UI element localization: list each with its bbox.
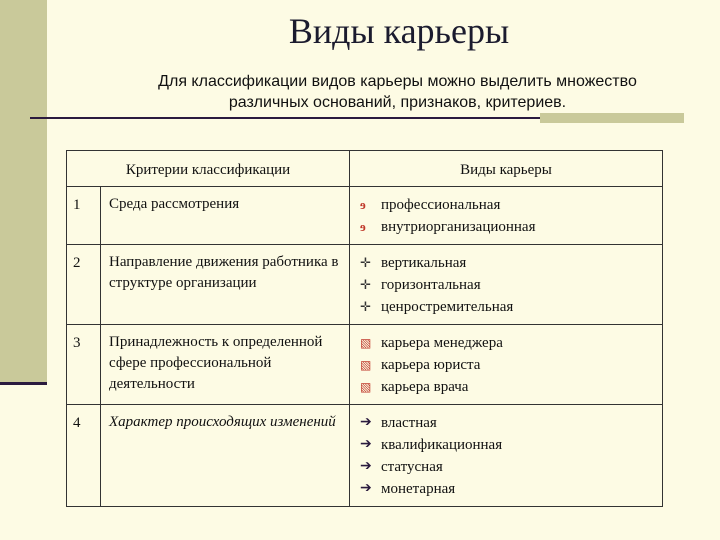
row-types xyxy=(350,245,663,325)
header-criteria: Критерии классификации xyxy=(67,151,350,187)
table-row xyxy=(67,405,663,507)
career-type: карьера юриста xyxy=(381,356,481,373)
cross-arrow-bullet-icon: ✛ xyxy=(360,299,371,314)
row-types xyxy=(350,187,663,245)
cross-arrow-bullet-icon: ✛ xyxy=(360,277,371,292)
list-item xyxy=(360,194,658,216)
list-item xyxy=(360,456,658,478)
arrow-bullet-icon: ➔ xyxy=(360,481,372,496)
cross-arrow-bullet-icon: ✛ xyxy=(360,255,371,270)
career-types-table xyxy=(66,150,663,507)
arrow-bullet-icon: ➔ xyxy=(360,459,372,474)
list-item xyxy=(360,412,658,434)
career-type: карьера менеджера xyxy=(381,334,503,351)
table-row xyxy=(67,187,663,245)
career-type: квалификационная xyxy=(381,436,503,453)
divider-accent-block xyxy=(540,113,684,123)
swirl-bullet-icon: ɘ xyxy=(360,197,366,212)
row-number: 1 xyxy=(67,187,101,245)
row-types xyxy=(350,325,663,405)
career-type: профессиональная xyxy=(381,196,501,213)
career-type: вертикальная xyxy=(381,254,467,271)
career-type: внутриорганизационная xyxy=(381,218,536,235)
list-item xyxy=(360,296,658,318)
list-item xyxy=(360,274,658,296)
table-row xyxy=(67,325,663,405)
slide-title: Виды карьеры xyxy=(288,11,510,51)
list-item xyxy=(360,216,658,238)
arrow-bullet-icon: ➔ xyxy=(360,437,372,452)
left-accent-bar xyxy=(0,0,47,384)
row-criterion: Направление движения работника в структуре организации xyxy=(101,245,350,325)
career-type: монетарная xyxy=(381,480,456,497)
table-row xyxy=(67,245,663,325)
row-criterion: Характер происходящих изменений xyxy=(101,405,350,507)
career-type: властная xyxy=(381,414,437,431)
row-number: 4 xyxy=(67,405,101,507)
row-criterion: Среда рассмотрения xyxy=(101,187,350,245)
list-item xyxy=(360,376,658,398)
career-type: карьера врача xyxy=(381,378,469,395)
list-item xyxy=(360,252,658,274)
swirl-bullet-icon: ɘ xyxy=(360,219,366,234)
row-types xyxy=(350,405,663,507)
header-types: Виды карьеры xyxy=(350,151,663,187)
arrow-bullet-icon: ➔ xyxy=(360,415,372,430)
square-bullet-icon: ▧ xyxy=(360,380,372,394)
list-item xyxy=(360,332,658,354)
square-bullet-icon: ▧ xyxy=(360,358,372,372)
table-header-row xyxy=(67,151,663,187)
slide-subtitle: Для классификации видов карьеры можно выделить множество различных оснований, признаков, критериев. xyxy=(158,73,637,111)
list-item xyxy=(360,478,658,500)
list-item xyxy=(360,434,658,456)
row-number: 3 xyxy=(67,325,101,405)
career-type: ценростремительная xyxy=(381,298,514,315)
row-criterion: Принадлежность к определенной сфере профессиональной деятельности xyxy=(101,325,350,405)
list-item xyxy=(360,354,658,376)
career-type: горизонтальная xyxy=(381,276,481,293)
row-number: 2 xyxy=(67,245,101,325)
career-type: статусная xyxy=(381,458,443,475)
square-bullet-icon: ▧ xyxy=(360,336,372,350)
left-accent-line xyxy=(0,382,47,385)
